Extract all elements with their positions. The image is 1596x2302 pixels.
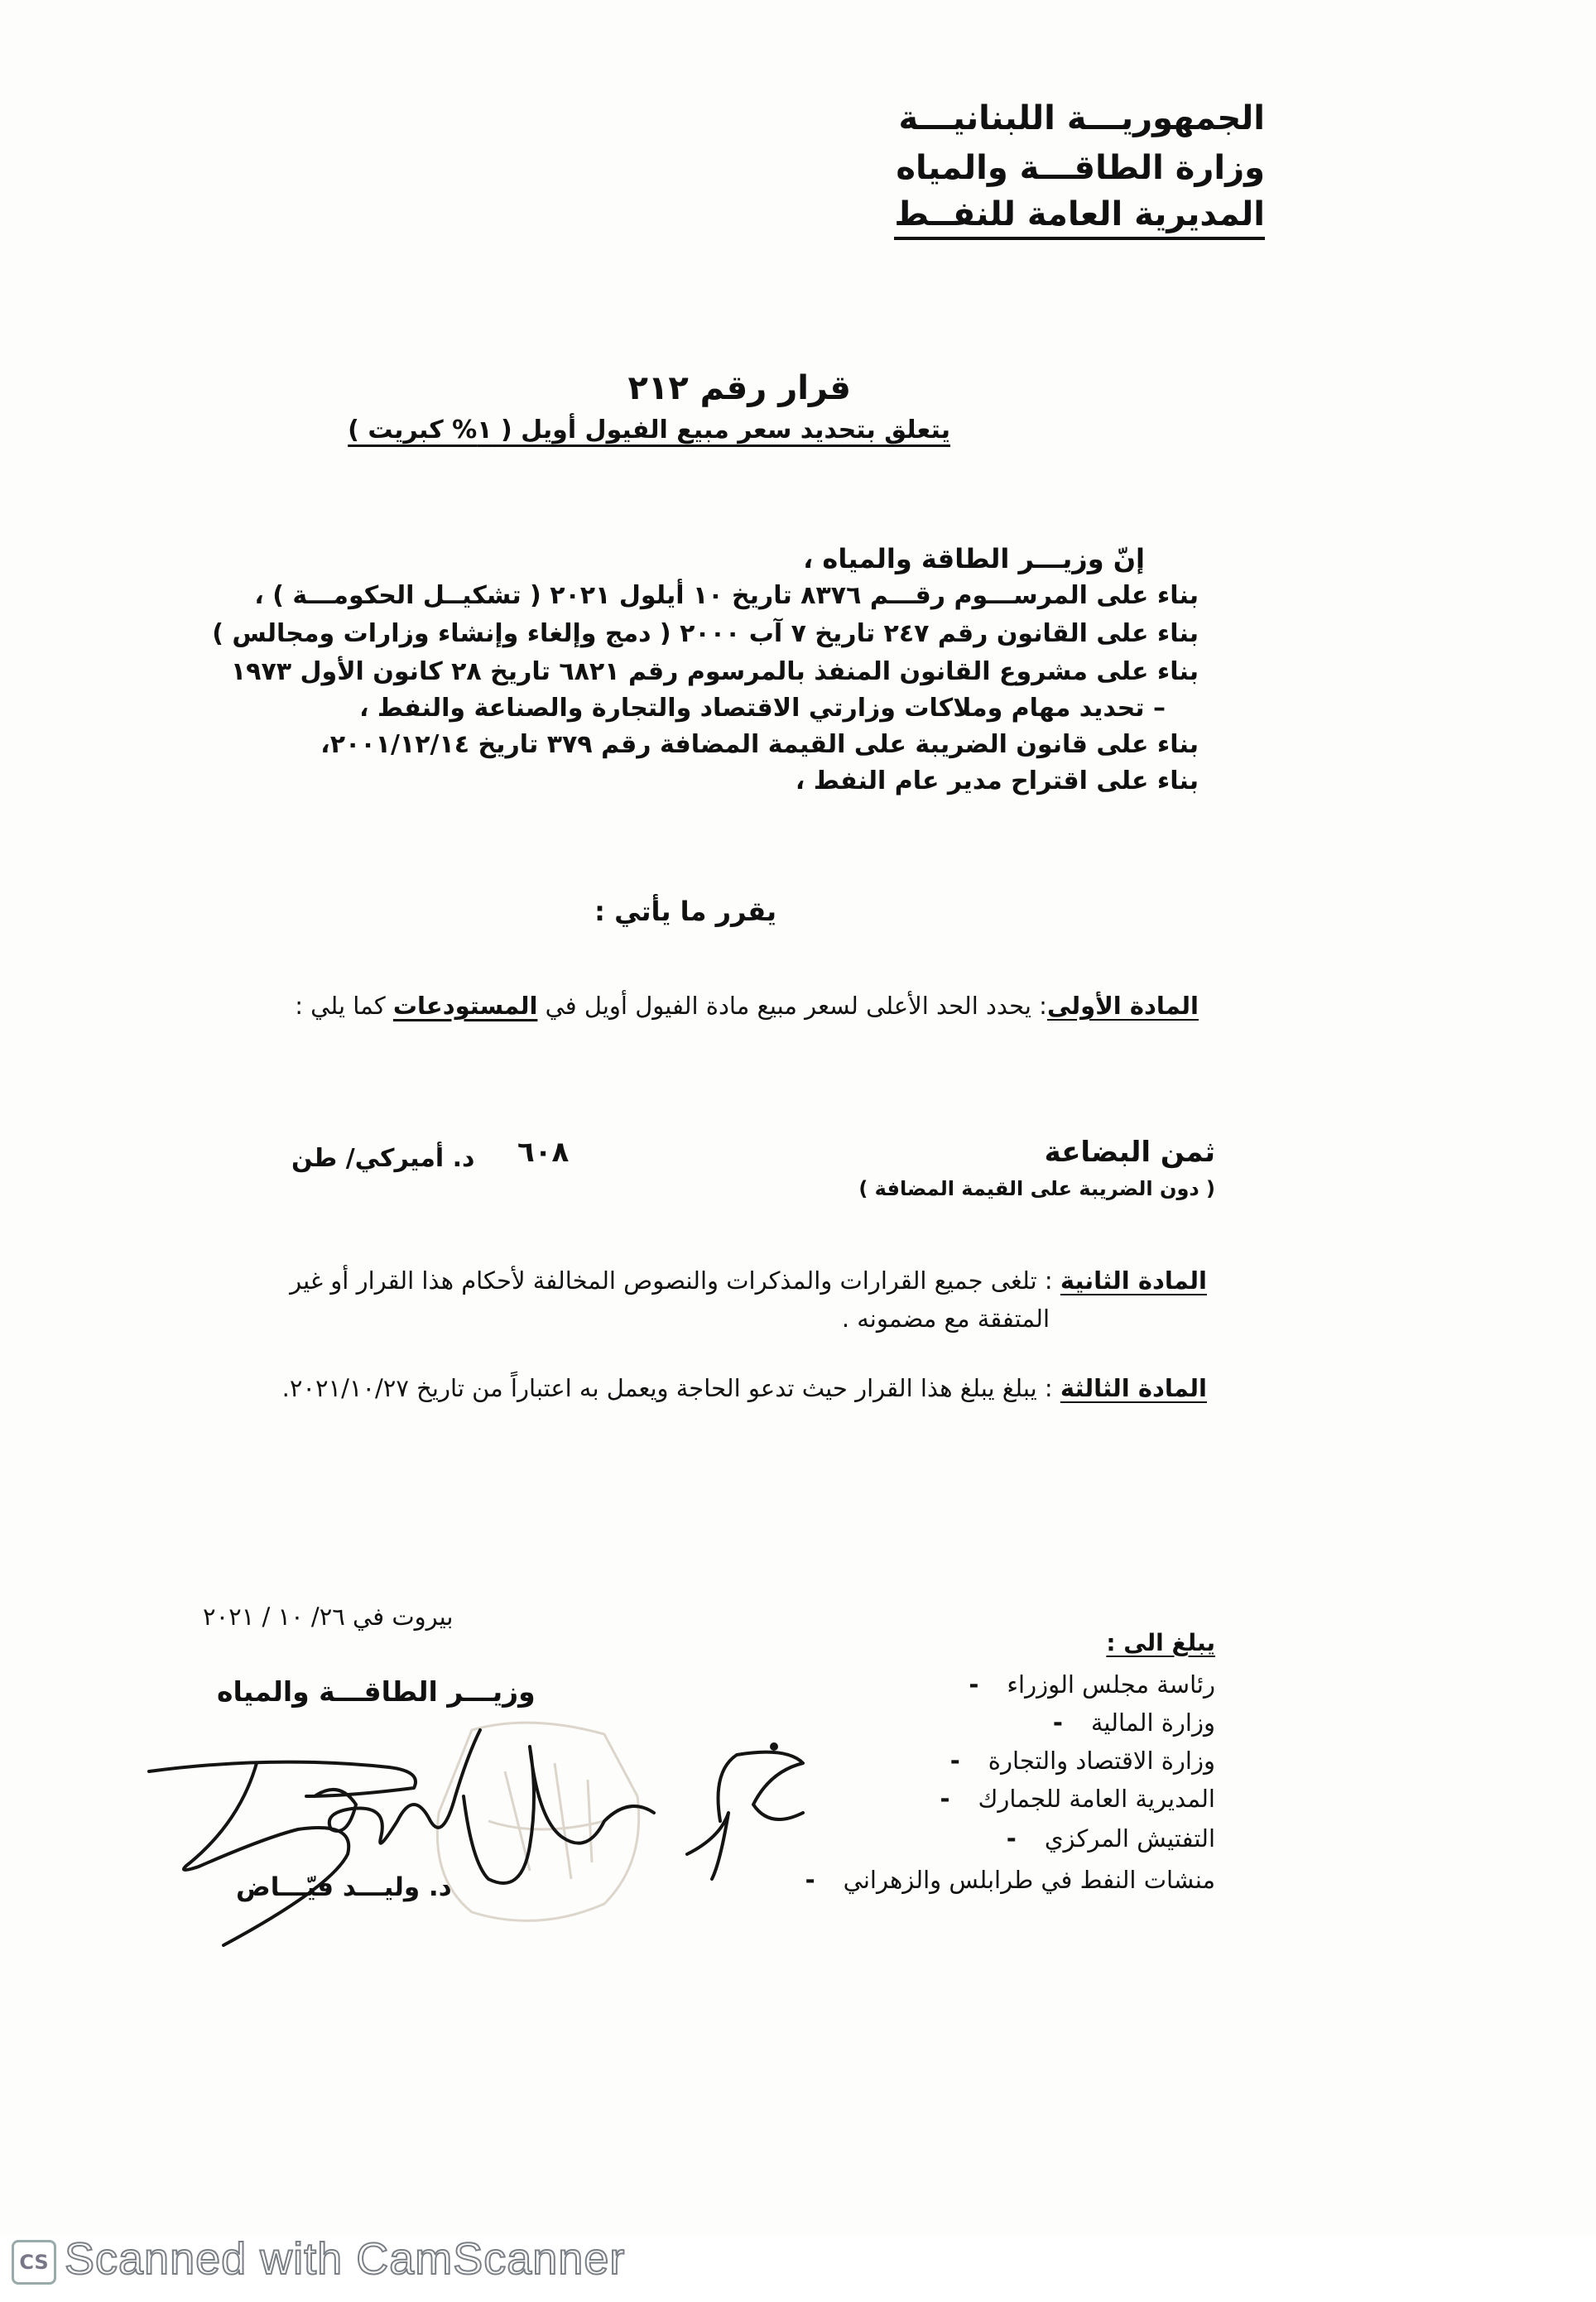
article-3 — [282, 1374, 1207, 1402]
distribution-item — [940, 1785, 1215, 1813]
article-2 — [290, 1266, 1207, 1295]
price-value: ٦٠٨ — [517, 1136, 570, 1169]
article-3-text: : يبلغ يبلغ هذا القرار حيث تدعو الحاجة ويعمل به اعتباراً من تاريخ ٢٠٢١/١٠/٢٧. — [281, 1374, 1060, 1402]
distribution-item-label: وزارة المالية — [1090, 1708, 1215, 1737]
distribution-item-label: رئاسة مجلس الوزراء — [1007, 1670, 1215, 1699]
price-label: ثمن البضاعة — [1044, 1136, 1215, 1169]
header-republic: الجمهوريـــة اللبنانيـــة — [898, 99, 1265, 137]
preamble-line: بناء على القانون رقم ٢٤٧ تاريخ ٧ آب ٢٠٠٠ ( دمج وإلغاء وإنشاء وزارات ومجالس ) — [212, 619, 1199, 648]
camscanner-logo: CS — [12, 2240, 56, 2285]
signature-stamp-graphic — [141, 1697, 828, 1962]
list-bullet: - — [940, 1785, 950, 1813]
article-2-text: : تلغى جميع القرارات والمذكرات والنصوص المخالفة لأحكام هذا القرار أو غير — [290, 1266, 1060, 1295]
distribution-item — [1007, 1824, 1215, 1853]
distribution-item-label: وزارة الاقتصاد والتجارة — [988, 1747, 1215, 1775]
preamble-line: بناء على قانون الضريبة على القيمة المضافة رقم ٣٧٩ تاريخ ٢٠٠١/١٢/١٤، — [320, 730, 1199, 759]
distribution-item-label: المديرية العامة للجمارك — [978, 1785, 1215, 1813]
article-2-continued: المتفقة مع مضمونه . — [841, 1305, 1050, 1333]
article-1 — [295, 992, 1199, 1020]
preamble-line: – تحديد مهام وملاكات وزارتي الاقتصاد والتجارة والصناعة والنفط ، — [359, 694, 1166, 723]
decision-title: قرار رقم ٢١٢ — [627, 369, 851, 407]
article-3-label: المادة الثالثة — [1060, 1374, 1207, 1402]
article-1-label: المادة الأولى — [1046, 992, 1199, 1020]
list-bullet: - — [949, 1747, 960, 1775]
article-1-text: : يحدد الحد الأعلى لسعر مبيع مادة الفيول أويل في — [537, 992, 1047, 1020]
distribution-item — [950, 1747, 1215, 1775]
list-bullet: - — [1006, 1824, 1017, 1853]
price-note: ( دون الضريبة على القيمة المضافة ) — [858, 1177, 1215, 1200]
article-1-text-end: كما يلي : — [295, 992, 393, 1020]
preamble-line: بناء على مشروع القانون المنفذ بالمرسوم رقم ٦٨٢١ تاريخ ٢٨ كانون الأول ١٩٧٣ — [230, 657, 1199, 686]
article-1-emphasis: المستودعات — [392, 992, 538, 1020]
place-date: بيروت في ٢٦/ ١٠ / ٢٠٢١ — [203, 1603, 454, 1631]
list-bullet: - — [1052, 1708, 1063, 1737]
distribution-item — [969, 1670, 1215, 1699]
distribution-heading: يبلغ الى : — [1106, 1629, 1215, 1656]
distribution-item — [805, 1866, 1215, 1894]
minister-title: وزيـــر الطاقـــة والمياه — [217, 1675, 536, 1708]
distribution-item-label: منشات النفط في طرابلس والزهراني — [843, 1866, 1215, 1894]
decision-subtitle: يتعلق بتحديد سعر مبيع الفيول أويل ( ١% كبريت ) — [348, 416, 950, 445]
preamble-line: بناء على اقتراح مدير عام النفط ، — [795, 767, 1199, 795]
camscanner-watermark: Scanned with CamScanner — [65, 2234, 626, 2284]
preamble-line: بناء على المرســـوم رقـــم ٨٣٧٦ تاريخ ١٠ أيلول ٢٠٢١ ( تشكيــل الحكومـــة ) ، — [254, 581, 1199, 610]
header-ministry: وزارة الطاقـــة والمياه — [896, 149, 1265, 187]
article-2-label: المادة الثانية — [1060, 1266, 1207, 1295]
header-directorate: المديرية العامة للنفــط — [894, 195, 1265, 240]
price-unit: د. أميركي/ طن — [291, 1144, 475, 1173]
distribution-item-label: التفتيش المركزي — [1044, 1824, 1215, 1853]
list-bullet: - — [969, 1670, 979, 1699]
distribution-item — [1053, 1708, 1215, 1737]
decides-heading: يقرر ما يأتي : — [594, 896, 776, 927]
preamble-intro: إنّ وزيـــر الطاقة والمياه ، — [803, 543, 1145, 574]
list-bullet: - — [805, 1866, 815, 1894]
minister-name: د. وليـــد فيّـــاض — [236, 1872, 452, 1902]
